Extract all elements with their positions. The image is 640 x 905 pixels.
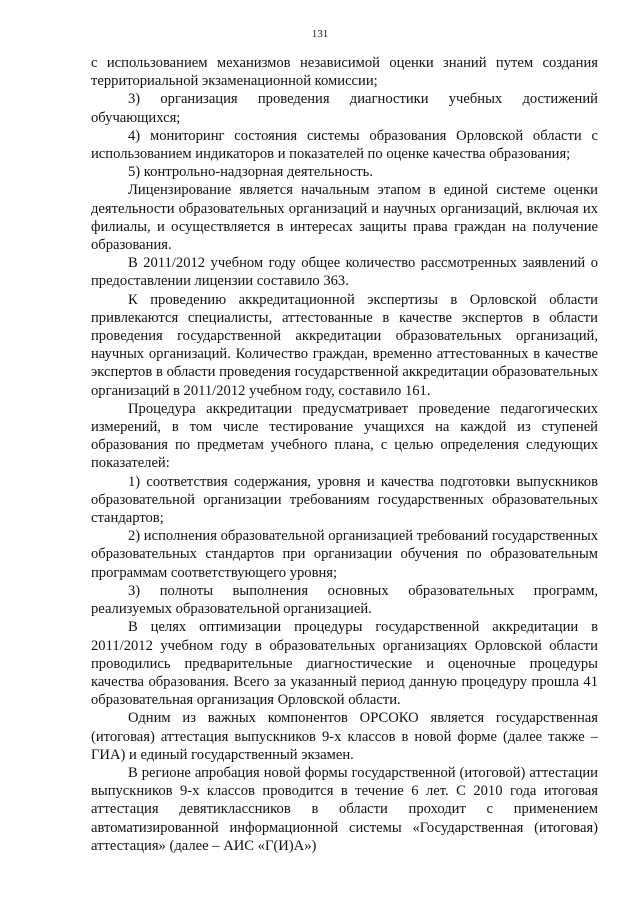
paragraph-4: 5) контрольно-надзорная деятельность.	[128, 164, 373, 181]
paragraph-14: В регионе апробация новой формы государственной (итоговой) аттестации выпускников 9-х классов проводится в течение 6 лет. С 2010 года итоговая аттестация девятиклассников в области проходит с применением автоматизированной информационной системы «Государственная (итоговая) аттестация» (далее – АИС «Г(И)А»)	[91, 764, 598, 854]
paragraph-1: с использованием механизмов независимой оценки знаний путем создания территориальной экзаменационной комиссии;	[91, 55, 598, 90]
paragraph-12: В целях оптимизации процедуры государственной аккредитации в 2011/2012 учебном году в образовательных организациях Орловской области проводились предварительные диагностические и оценочные процедуры качества образования. Всего за указанный период данную процедуру прошла 41 образовательная организация Орловской области.	[91, 619, 598, 709]
paragraph-2: 3) организация проведения диагностики учебных достижений обучающихся;	[91, 91, 598, 126]
paragraph-3: 4) мониторинг состояния системы образования Орловской области с использованием индикаторов и показателей по оценке качества образования;	[91, 127, 598, 163]
paragraph-8: Процедура аккредитации предусматривает проведение педагогических измерений, в том числе тестирование учащихся на каждой из ступеней образования по предметам учебного плана, с целью определения следующих показателей:	[91, 400, 598, 472]
paragraph-7: К проведению аккредитационной экспертизы в Орловской области привлекаются специалисты, аттестованные в качестве экспертов в области проведения государственной аккредитации образовательных организаций, научных организаций. Количество граждан, временно аттестованных в качестве экспертов в области проведения государственной аккредитации образовательных организаций в 2011/2012 учебном году, составило 161.	[91, 291, 598, 399]
paragraph-11: 3) полноты выполнения основных образовательных программ, реализуемых образовательной организацией.	[91, 582, 598, 618]
body-text	[91, 54, 598, 855]
paragraph-6: В 2011/2012 учебном году общее количество рассмотренных заявлений о предоставлении лицензии составило 363.	[91, 255, 598, 290]
paragraph-10: 2) исполнения образовательной организацией требований государственных образовательных стандартов при организации обучения по образовательным программам соответствующего уровня;	[91, 528, 598, 581]
paragraph-5: Лицензирование является начальным этапом в единой системе оценки деятельности образовательных организаций и научных организаций, включая их филиалы, и осуществляется в интересах защиты права граждан на получение образования.	[91, 182, 598, 254]
paragraph-9: 1) соответствия содержания, уровня и качества подготовки выпускников образовательной организации требованиям государственных образовательных стандартов;	[91, 473, 598, 527]
paragraph-13: Одним из важных компонентов ОРСОКО является государственная (итоговая) аттестация выпускников 9-х классов в новой форме (далее также – ГИА) и единый государственный экзамен.	[91, 710, 598, 763]
page-number: 131	[311, 28, 329, 40]
